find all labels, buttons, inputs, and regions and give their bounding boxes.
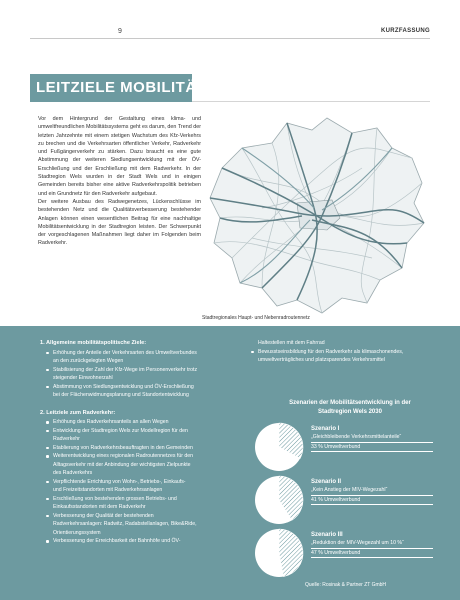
list-item-line: umweltverträgliches und platzsparendes Verkehrsmittel bbox=[258, 357, 385, 363]
list-item bbox=[40, 461, 232, 470]
list-item-line: steigender Einwohnerzahl bbox=[53, 375, 113, 381]
list-item-line: Weiterentwicklung eines regionalen Radroutennetzes für den bbox=[53, 453, 194, 459]
list-item-line: Einkaufsstandorten mit dem Radverkehr bbox=[53, 504, 146, 510]
list-item bbox=[40, 391, 232, 400]
scenario-description: „Gleichbleibende Verkehrsmittelanteile“ bbox=[311, 433, 433, 443]
list-item bbox=[40, 529, 232, 538]
list-item bbox=[40, 357, 232, 366]
list-item bbox=[40, 444, 232, 453]
list-item bbox=[40, 349, 232, 358]
list-item-line: des Radverkehrs bbox=[53, 470, 93, 476]
cycling-goals-list-continued bbox=[245, 339, 425, 365]
intro-paragraph: Der weitere Ausbau des Radwegenetzes, Lückenschlüsse im bestehenden Netz und die Qualitätsverbesserung bestehender Anlagen können einen wesentlichen Beitrag für eine nachhaltige Mobilitätsentwicklung in der Stadtregion leisten. Der Schwerpunkt der vorgeschlagenen Maßnahmen liegt daher im Folgenden beim Radverkehr. bbox=[38, 198, 201, 247]
list-item bbox=[245, 348, 425, 357]
scenario-description: „Reduktion der MIV-Wegezahl um 10 %“ bbox=[311, 539, 433, 549]
list-item bbox=[40, 486, 232, 495]
list-item bbox=[40, 478, 232, 487]
scenario-share: 47 % Umweltverbund bbox=[311, 549, 433, 559]
list-item bbox=[40, 374, 232, 383]
goals-left-column bbox=[40, 339, 232, 546]
section-heading: 2. Leitziele zum Radverkehr: bbox=[40, 409, 116, 416]
list-item-line: Radverkehrsanlagen: Radwitz, Radabstellanlagen, Bike&Ride, bbox=[53, 521, 197, 527]
list-item bbox=[40, 495, 232, 504]
list-item bbox=[40, 383, 232, 392]
scenario-share: 33 % Umweltverbund bbox=[311, 443, 433, 453]
scenario-name: Szenario II bbox=[311, 479, 342, 485]
title-rule bbox=[192, 101, 430, 102]
list-item-line: Haltestellen mit dem Fahrrad bbox=[258, 340, 325, 346]
scenario-3-pie bbox=[253, 527, 305, 579]
list-item-line: Verbesserung der Erreichbarkeit der Bahnhöfe und ÖV- bbox=[53, 538, 181, 544]
route-network-map bbox=[202, 108, 430, 316]
intro-paragraph: Vor dem Hintergrund der Gestaltung eines klima- und umweltfreundlichen Mobilitätssystems geht es darum, den Trend der letzten Jahrzehnte mit einem stetigen Wachstum des Kfz-Verkehrs zu brechen und die Verkehrsarten öffentlicher Verkehr, Radverkehr und Fußgängerverkehr zu stärken. Dazu braucht es eine gute Abstimmung der weiteren Siedlungsentwicklung mit der ÖV-Erschließung und der Erschließung mit dem Radverkehr. In der Stadtregion Wels wurden in der Stadt Wels und in einigen Gemeinden bereits bisher eine aktive Radverkehrspolitik betrieben und ein Grundnetz für den Radverkehr aufgebaut. bbox=[38, 116, 201, 197]
list-item bbox=[40, 503, 232, 512]
list-item-line: Verbesserung der Qualität der bestehenden bbox=[53, 512, 154, 519]
section-heading: 1. Allgemeine mobilitätspolitische Ziele: bbox=[40, 340, 147, 346]
list-item bbox=[40, 418, 232, 427]
list-item bbox=[245, 356, 425, 365]
scenario-3 bbox=[253, 527, 433, 587]
scenario-share: 41 % Umweltverbund bbox=[311, 496, 433, 506]
page-number: 9 bbox=[118, 28, 122, 35]
scenario-2-pie bbox=[253, 474, 305, 526]
list-item-line: Abstimmung von Siedlungsentwicklung und ÖV-Erschließung bbox=[53, 383, 194, 390]
list-item-line: Verpflichtende Errichtung von Wohn-, Betriebs-, Einkaufs- bbox=[53, 478, 186, 485]
scenario-description: „Kein Anstieg der MIV-Wegezahl“ bbox=[311, 486, 433, 496]
list-item-line: bei der Flächenwidmungsplanung und Standortentwicklung bbox=[53, 392, 189, 398]
list-item-line: Radverkehr bbox=[53, 436, 80, 442]
source-note: Quelle: Rosinak & Partner ZT GmbH bbox=[305, 582, 387, 588]
cycling-goals-list bbox=[40, 418, 232, 546]
title-block bbox=[30, 74, 207, 102]
goals-panel bbox=[0, 326, 460, 600]
list-item bbox=[40, 512, 232, 521]
list-item bbox=[245, 339, 425, 348]
list-item-line: Orientierungssystem bbox=[53, 529, 101, 536]
list-item bbox=[40, 520, 232, 529]
pie-slice-umweltverbund bbox=[279, 529, 303, 577]
map-caption: Stadtregionales Haupt- und Nebenradroutennetz bbox=[202, 315, 310, 321]
intro-text bbox=[38, 115, 201, 248]
list-item-line: Etablierung von Radverkehrsbeauftragten in den Gemeinden bbox=[53, 444, 193, 451]
scenario-name: Szenario I bbox=[311, 426, 340, 432]
list-item bbox=[40, 366, 232, 375]
header-rule bbox=[30, 38, 430, 39]
list-item-line: Erhöhung des Radverkehrsanteils an allen Wegen bbox=[53, 419, 169, 425]
scenarios-title: Szenarien der Mobilitätsentwicklung in der Stadtregion Wels 2030 bbox=[289, 400, 411, 415]
list-item bbox=[40, 435, 232, 444]
page-title: LEITZIELE MOBILITÄT bbox=[36, 79, 207, 96]
running-head: KURZFASSUNG bbox=[381, 28, 430, 34]
list-item-line: Stabilisierung der Zahl der Kfz-Wege im Personenverkehr trotz bbox=[53, 366, 198, 373]
goals-right-column bbox=[245, 339, 425, 588]
list-item-line: an den zurückgelegten Wegen bbox=[53, 358, 124, 364]
list-item-line: Entwicklung der Stadtregion Wels zur Modellregion für den bbox=[53, 427, 188, 434]
list-item bbox=[40, 452, 232, 461]
scenario-2 bbox=[253, 474, 433, 534]
list-item-line: Erhöhung der Anteile der Verkehrsarten des Umweltverbundes bbox=[53, 349, 197, 356]
scenario-name: Szenario III bbox=[311, 532, 343, 538]
general-goals-list bbox=[40, 349, 232, 400]
list-item-line: Bewusstseinsbildung für den Radverkehr als klimaschonendes, bbox=[258, 348, 404, 355]
list-item-line: Alltagsverkehr mit der Anbindung der wichtigsten Zielpunkte bbox=[53, 461, 191, 468]
list-item-line: und Freizeitstandorten mit Radverkehrsanlagen bbox=[53, 487, 163, 493]
list-item-line: Erschließung von bestehenden grossen Betriebs- und bbox=[53, 495, 177, 502]
list-item bbox=[40, 537, 232, 546]
scenario-1 bbox=[253, 421, 433, 481]
scenario-1-pie bbox=[253, 421, 305, 473]
list-item bbox=[40, 469, 232, 478]
list-item bbox=[40, 427, 232, 436]
